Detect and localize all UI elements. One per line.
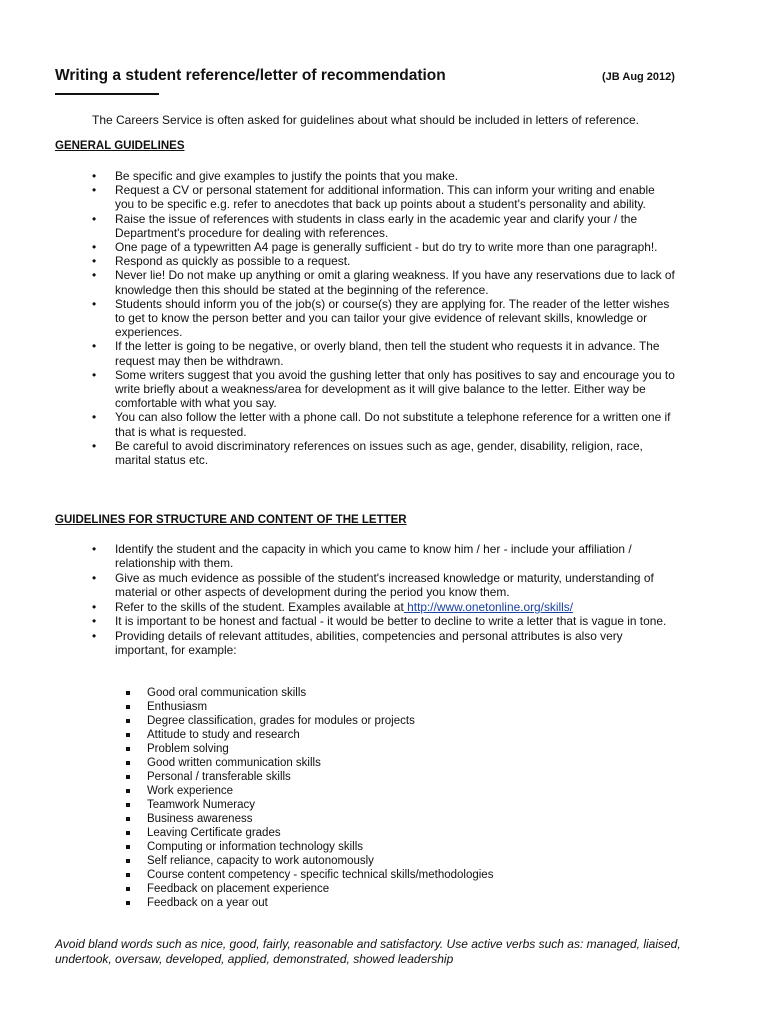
list-item: • You can also follow the letter with a phone call. Do not substitute a telephone reference for a written one if that is what is requested. — [92, 410, 677, 438]
list-item: • Identify the student and the capacity in which you came to know him / her - include your affiliation / relationship with them. — [92, 542, 677, 570]
list-item — [92, 600, 677, 614]
example-item: Leaving Certificate grades — [124, 826, 493, 840]
closing-note: Avoid bland words such as nice, good, fairly, reasonable and satisfactory. Use active verbs such as: managed, liaised, undertook, oversaw, developed, applied, demonstrated, showed leadership — [55, 937, 681, 966]
list-item: • If the letter is going to be negative, or overly bland, then tell the student who requests it in advance. The request may then be withdrawn. — [92, 339, 677, 367]
list-item: • Request a CV or personal statement for additional information. This can inform your writing and enable you to be specific e.g. refer to anecdotes that back up points about a student's personality and ability. — [92, 183, 677, 211]
example-item: Feedback on placement experience — [124, 882, 493, 896]
example-item: Problem solving — [124, 742, 493, 756]
list-item: • Be specific and give examples to justify the points that you make. — [92, 169, 677, 183]
example-item: Degree classification, grades for modules or projects — [124, 714, 493, 728]
general-guidelines-list — [92, 169, 677, 467]
example-item: Attitude to study and research — [124, 728, 493, 742]
list-item: • Providing details of relevant attitudes, abilities, competencies and personal attributes is also very important, for example: — [92, 629, 677, 657]
example-item: Enthusiasm — [124, 700, 493, 714]
list-item: • Some writers suggest that you avoid the gushing letter that only has positives to say and encourage you to write briefly about a weakness/area for development as it will give balance to the letter. Either way be comfortable with what you say. — [92, 368, 677, 411]
example-item: Work experience — [124, 784, 493, 798]
intro-paragraph: The Careers Service is often asked for guidelines about what should be included in letters of reference. — [92, 113, 639, 127]
example-item: Teamwork Numeracy — [124, 798, 493, 812]
list-item: • Never lie! Do not make up anything or omit a glaring weakness. If you have any reservations due to lack of knowledge then this should be stated at the beginning of the reference. — [92, 268, 677, 296]
example-item: Self reliance, capacity to work autonomously — [124, 854, 493, 868]
title-underline-rule — [55, 93, 159, 95]
list-item: • Raise the issue of references with students in class early in the academic year and clarify your / the Department's procedure for dealing with references. — [92, 212, 677, 240]
list-item: • Respond as quickly as possible to a request. — [92, 254, 677, 268]
list-item: • Students should inform you of the job(s) or course(s) they are applying for. The reader of the letter wishes to get to know the person better and you can tailor your give evidence of relevant skills, knowledge or experiences. — [92, 297, 677, 340]
example-item: Computing or information technology skills — [124, 840, 493, 854]
example-item: Course content competency - specific technical skills/methodologies — [124, 868, 493, 882]
example-item: Feedback on a year out — [124, 896, 493, 910]
examples-list — [124, 686, 493, 910]
structure-guidelines-heading: GUIDELINES FOR STRUCTURE AND CONTENT OF THE LETTER — [55, 514, 407, 526]
list-item: • Be careful to avoid discriminatory references on issues such as age, gender, disability, religion, race, marital status etc. — [92, 439, 677, 467]
general-guidelines-heading: GENERAL GUIDELINES — [55, 140, 185, 152]
skills-reference-text: Refer to the skills of the student. Examples available at — [115, 600, 404, 614]
list-item: • It is important to be honest and factual - it would be better to decline to write a letter that is vague in tone. — [92, 614, 677, 628]
example-item: Good written communication skills — [124, 756, 493, 770]
page-title: Writing a student reference/letter of recommendation — [55, 67, 446, 84]
list-item: • Give as much evidence as possible of the student's increased knowledge or maturity, understanding of material or other aspects of development during the period you know them. — [92, 571, 677, 599]
example-item: Personal / transferable skills — [124, 770, 493, 784]
document-date-ref: (JB Aug 2012) — [602, 71, 675, 83]
example-item: Business awareness — [124, 812, 493, 826]
onetonline-skills-link[interactable]: http://www.onetonline.org/skills/ — [403, 600, 574, 614]
example-item: Good oral communication skills — [124, 686, 493, 700]
structure-guidelines-list — [92, 542, 677, 657]
list-item: • One page of a typewritten A4 page is generally sufficient - but do try to write more than one paragraph!. — [92, 240, 677, 254]
